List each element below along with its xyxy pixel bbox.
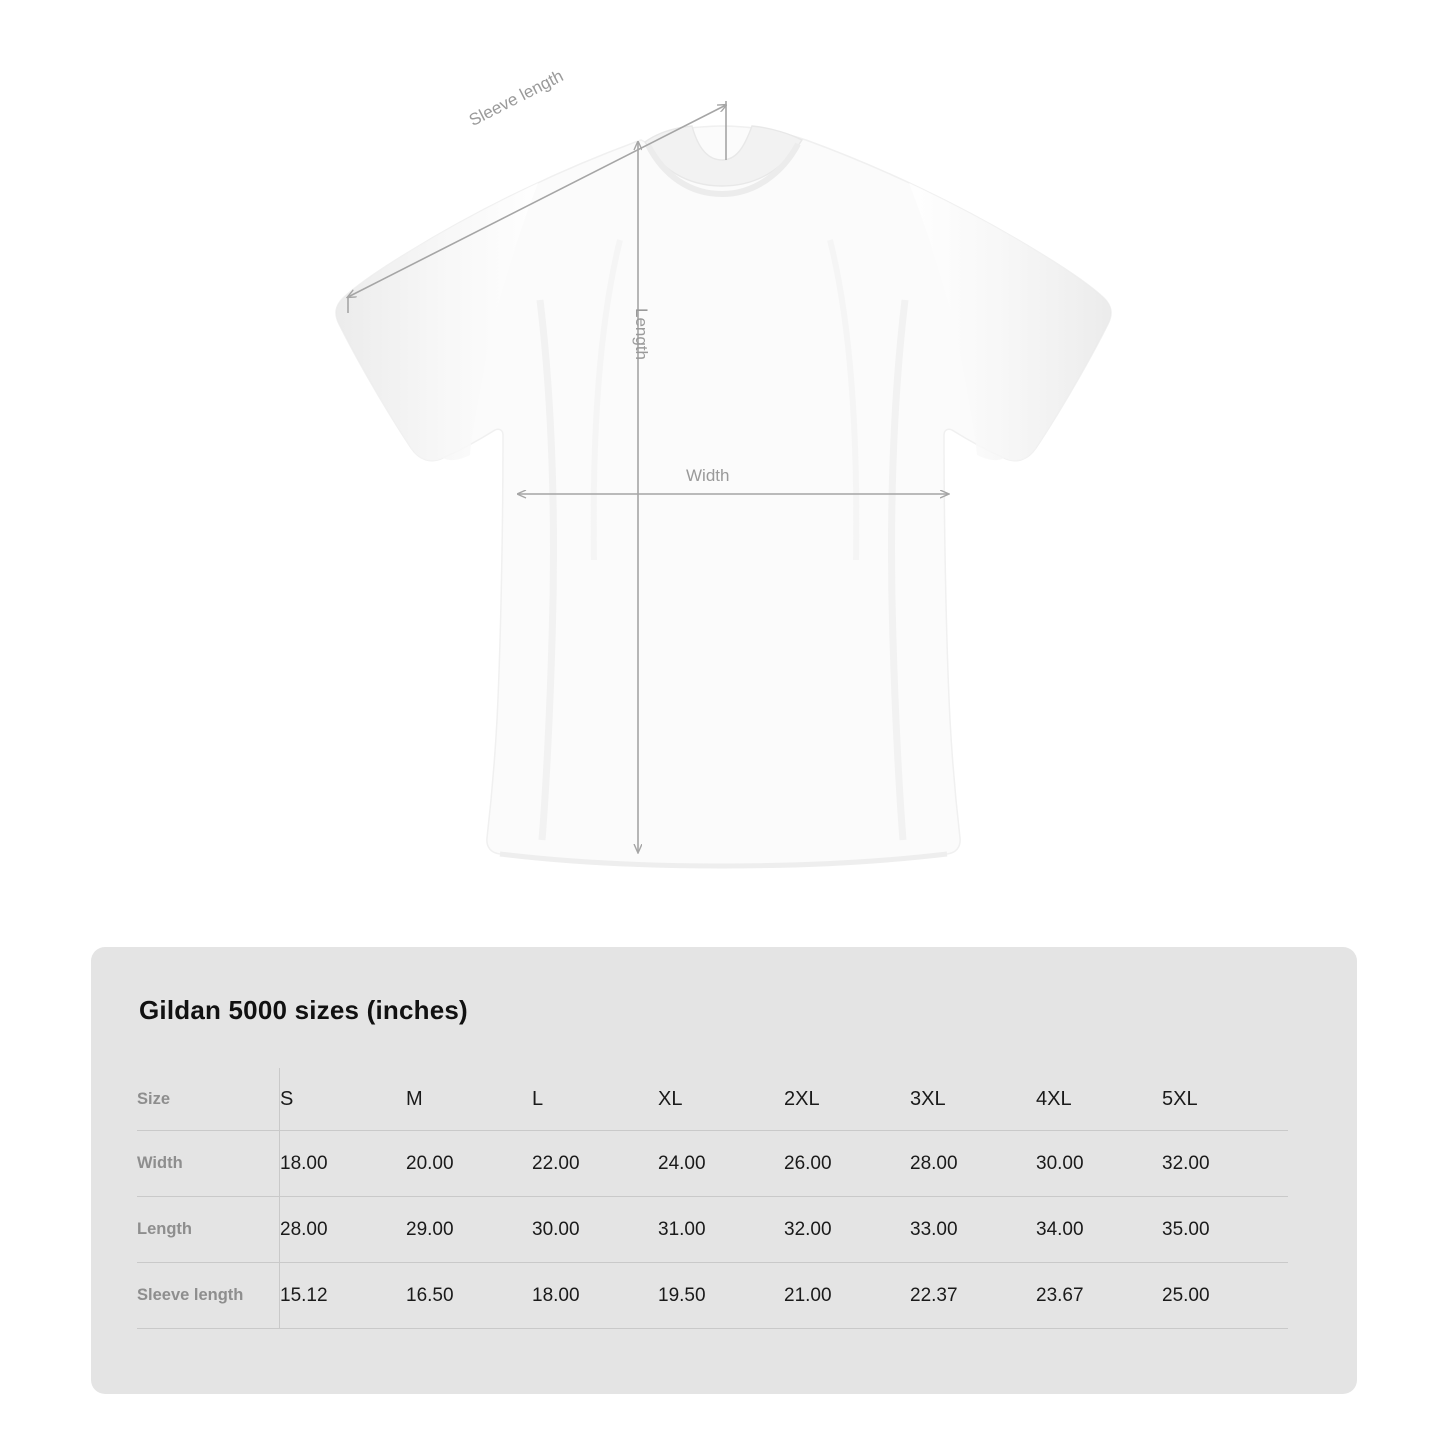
tshirt-body: [336, 126, 1111, 866]
cell-width-m: 20.00: [406, 1131, 532, 1197]
row-header-width: Width: [137, 1131, 280, 1197]
cell-width-3xl: 28.00: [910, 1131, 1036, 1197]
cell-sleeve-5xl: 25.00: [1162, 1263, 1288, 1329]
column-header-5xl: 5XL: [1162, 1087, 1198, 1110]
cell-sleeve-4xl: 23.67: [1036, 1263, 1162, 1329]
column-header-2xl: 2XL: [784, 1087, 820, 1110]
cell-length-xl: 31.00: [658, 1197, 784, 1263]
cell-length-s: 28.00: [280, 1197, 407, 1263]
width-label: Width: [686, 466, 730, 485]
table-header-row: [137, 1068, 1288, 1131]
row-header-length: Length: [137, 1197, 280, 1263]
cell-sleeve-l: 18.00: [532, 1263, 658, 1329]
cell-width-xl: 24.00: [658, 1131, 784, 1197]
cell-sleeve-s: 15.12: [280, 1263, 407, 1329]
cell-width-s: 18.00: [280, 1131, 407, 1197]
cell-sleeve-2xl: 21.00: [784, 1263, 910, 1329]
cell-width-5xl: 32.00: [1162, 1131, 1288, 1197]
column-header-l: L: [532, 1087, 544, 1110]
row-header-sleeve-length: Sleeve length: [137, 1263, 280, 1329]
size-chart-panel: [91, 947, 1357, 1394]
table-corner-header: Size: [137, 1068, 280, 1131]
table-row: [137, 1197, 1288, 1263]
length-label: Length: [632, 308, 651, 360]
table-row: [137, 1263, 1288, 1329]
cell-sleeve-3xl: 22.37: [910, 1263, 1036, 1329]
column-header-3xl: 3XL: [910, 1087, 946, 1110]
size-table: [137, 1068, 1288, 1329]
cell-length-3xl: 33.00: [910, 1197, 1036, 1263]
cell-width-4xl: 30.00: [1036, 1131, 1162, 1197]
cell-length-m: 29.00: [406, 1197, 532, 1263]
column-header-m: M: [406, 1087, 423, 1110]
table-row: [137, 1131, 1288, 1197]
page-title: Gildan 5000 sizes (inches): [139, 995, 468, 1025]
cell-width-l: 22.00: [532, 1131, 658, 1197]
column-header-s: S: [280, 1087, 294, 1110]
cell-sleeve-xl: 19.50: [658, 1263, 784, 1329]
column-header-4xl: 4XL: [1036, 1087, 1072, 1110]
cell-length-4xl: 34.00: [1036, 1197, 1162, 1263]
cell-width-2xl: 26.00: [784, 1131, 910, 1197]
cell-length-l: 30.00: [532, 1197, 658, 1263]
cell-sleeve-m: 16.50: [406, 1263, 532, 1329]
cell-length-2xl: 32.00: [784, 1197, 910, 1263]
sleeve-length-label: Sleeve length: [466, 66, 567, 130]
cell-length-5xl: 35.00: [1162, 1197, 1288, 1263]
column-header-xl: XL: [658, 1087, 683, 1110]
